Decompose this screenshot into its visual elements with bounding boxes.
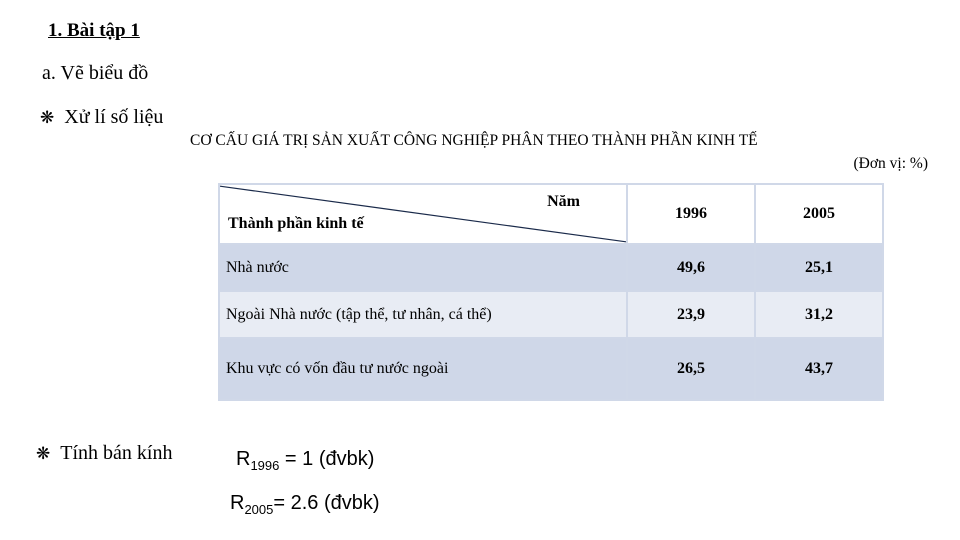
table-row xyxy=(219,244,883,291)
formula-rest: = 1 (đvbk) xyxy=(279,448,375,470)
formula-rest: = 2.6 (đvbk) xyxy=(273,492,380,514)
formula-subscript: 2005 xyxy=(244,502,274,517)
table-header-row xyxy=(219,184,883,244)
formula-subscript: 1996 xyxy=(250,458,280,473)
radius-formula-1996 xyxy=(236,448,374,473)
year-header-2005: 2005 xyxy=(755,184,883,244)
asterisk-bullet-icon: ❋ xyxy=(40,107,55,127)
data-table xyxy=(218,183,884,401)
exercise-heading: 1. Bài tập 1 xyxy=(48,20,140,41)
bullet-radius-label: Tính bán kính xyxy=(60,442,173,464)
table-title: CƠ CẤU GIÁ TRỊ SẢN XUẤT CÔNG NGHIỆP PHÂN THEO THÀNH PHẦN KINH TẾ xyxy=(190,132,758,149)
table-row xyxy=(219,338,883,400)
table-row xyxy=(219,291,883,338)
formula-symbol: R xyxy=(230,492,245,514)
row-label: Nhà nước xyxy=(219,244,627,291)
header-year-label: Năm xyxy=(547,193,580,210)
header-component-label: Thành phần kinh tế xyxy=(228,215,364,232)
table-unit: (Đơn vị: %) xyxy=(853,155,928,172)
bullet-radius xyxy=(36,442,172,465)
row-label: Ngoài Nhà nước (tập thể, tư nhân, cá thể) xyxy=(219,291,627,338)
year-header-1996: 1996 xyxy=(627,184,755,244)
cell-value: 26,5 xyxy=(627,338,755,400)
cell-value: 25,1 xyxy=(755,244,883,291)
formula-symbol: R xyxy=(236,448,251,470)
cell-value: 23,9 xyxy=(627,291,755,338)
radius-formula-2005 xyxy=(230,492,380,517)
diagonal-header-cell xyxy=(219,184,627,244)
task-a-label: a. Vẽ biểu đồ xyxy=(42,62,149,84)
asterisk-bullet-icon: ❋ xyxy=(36,443,51,463)
bullet-process-data xyxy=(40,106,163,129)
row-label: Khu vực có vốn đầu tư nước ngoài xyxy=(219,338,627,400)
cell-value: 43,7 xyxy=(755,338,883,400)
cell-value: 31,2 xyxy=(755,291,883,338)
bullet-process-label: Xử lí số liệu xyxy=(64,106,164,128)
cell-value: 49,6 xyxy=(627,244,755,291)
